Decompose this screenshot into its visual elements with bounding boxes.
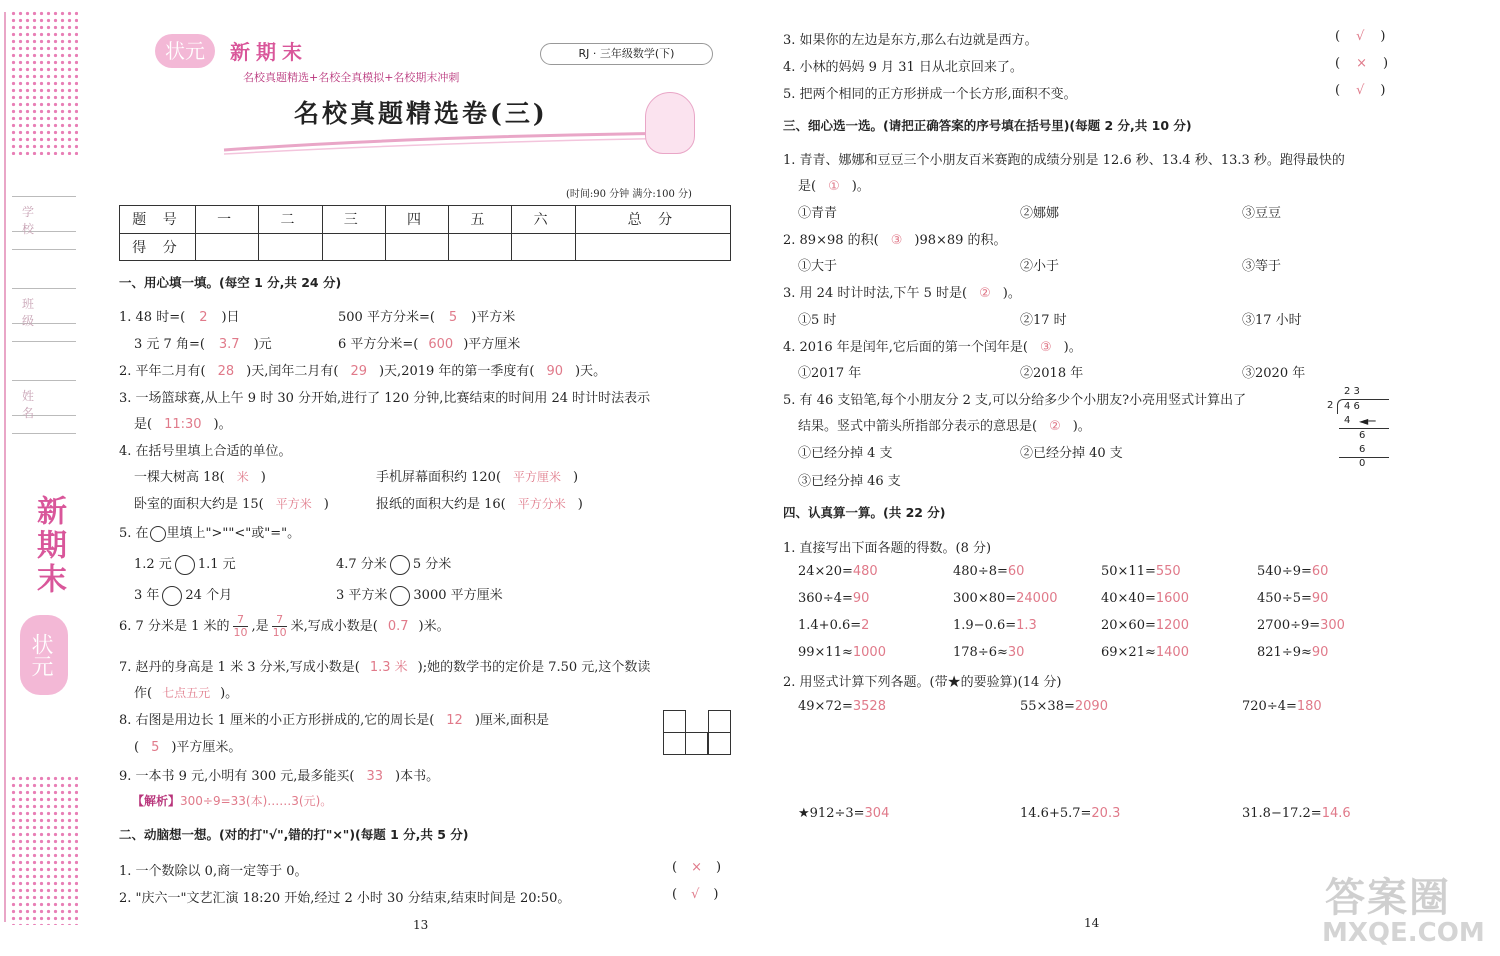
question-text: 作( <box>134 686 153 701</box>
option[interactable]: ①大于 <box>798 259 838 274</box>
option[interactable]: ②已经分掉 40 支 <box>1020 446 1123 461</box>
expression: 450÷5= <box>1257 591 1312 606</box>
answer[interactable]: ② <box>1049 419 1061 434</box>
analysis-label: 【解析】 <box>132 794 181 808</box>
question-text: ,是 <box>251 619 269 634</box>
answer[interactable]: 480 <box>852 564 878 579</box>
option[interactable]: ②17 时 <box>1020 313 1067 328</box>
answer[interactable]: ③ <box>890 233 903 248</box>
question-text: 报纸的面积大约是 16( <box>376 497 506 512</box>
answer[interactable]: 1600 <box>1155 591 1189 606</box>
question-text: ) <box>323 497 329 512</box>
square-grid-figure <box>663 710 731 756</box>
question-text: 2. 89×98 的积( <box>783 233 879 248</box>
table-cell: 三 <box>322 206 385 234</box>
judge-item: 1. 一个数除以 0,商一定等于 0。 <box>119 864 308 879</box>
mental-math-item <box>798 645 886 660</box>
q5b <box>336 553 451 575</box>
expression: 2700÷9= <box>1257 618 1321 633</box>
expression: 31.8−17.2= <box>1242 806 1322 821</box>
option[interactable]: ②娜娜 <box>1020 206 1060 221</box>
answer[interactable]: 304 <box>864 806 890 821</box>
q9 <box>119 765 439 784</box>
question-text: 是( <box>798 179 817 194</box>
answer[interactable]: 2 <box>199 310 208 325</box>
step-line <box>1339 428 1389 429</box>
question-text: 3. 用 24 时计时法,下午 5 时是( <box>783 286 968 301</box>
answer[interactable]: 2 <box>861 618 870 633</box>
expression: ★912÷3= <box>798 806 865 821</box>
expression: 360÷4= <box>798 591 853 606</box>
vertical-calc <box>1242 806 1351 821</box>
compare-circle[interactable] <box>175 555 195 575</box>
compare-right: 3000 平方厘米 <box>413 588 503 603</box>
table-cell: 得 分 <box>120 233 196 261</box>
score-input[interactable] <box>512 233 575 261</box>
answer[interactable]: 33 <box>366 769 384 784</box>
answer[interactable]: 7 <box>233 614 248 627</box>
expression: 50×11= <box>1101 564 1156 579</box>
vertical-calc <box>798 806 889 821</box>
compare-right: 1.1 元 <box>197 557 236 572</box>
choice-q2 <box>783 229 1007 248</box>
question-text: 5. 在 <box>119 526 149 541</box>
question-text: )本书。 <box>395 769 440 784</box>
q1a <box>119 306 240 325</box>
q4d <box>376 493 583 512</box>
table-cell: 总 分 <box>575 206 730 234</box>
compare-circle[interactable] <box>162 586 182 606</box>
judge-item: 4. 小林的妈妈 9 月 31 日从北京回来了。 <box>783 60 1023 75</box>
answer[interactable]: 20.3 <box>1091 806 1121 821</box>
table-cell: 一 <box>196 206 259 234</box>
school-label: 学校 <box>12 196 76 232</box>
fraction <box>229 614 251 639</box>
question-text: );她的数学书的定价是 7.50 元,这个数读 <box>417 660 651 675</box>
answer[interactable]: 七点五元 <box>162 686 211 700</box>
mental-math-item <box>953 564 1024 579</box>
question-text: 2. 平年二月有( <box>119 364 206 379</box>
brand-name: 新期末 <box>230 40 308 64</box>
step3: 6 <box>1359 444 1366 455</box>
q1d <box>338 333 520 352</box>
q4a <box>134 466 266 485</box>
compare-left: 4.7 分米 <box>336 557 387 572</box>
expression: 540÷9= <box>1257 564 1312 579</box>
question-text: )厘米,面积是 <box>474 713 550 728</box>
question-text: 是( <box>134 417 153 432</box>
answer[interactable]: 90 <box>1311 645 1329 660</box>
choice-q1-line2 <box>798 175 870 194</box>
q8-line2 <box>134 736 241 755</box>
expression: 821÷9≈ <box>1257 645 1312 660</box>
score-input[interactable] <box>575 233 730 261</box>
question-text: ) <box>260 470 266 485</box>
choice-q3 <box>783 282 1021 301</box>
answer[interactable]: 24000 <box>1016 591 1058 606</box>
answer[interactable]: 5 <box>151 740 160 755</box>
compare-circle[interactable] <box>390 555 410 575</box>
q4b <box>376 466 578 485</box>
calc-q2: 2. 用竖式计算下列各题。(带★的要验算)(14 分) <box>783 675 1062 690</box>
mental-math-item <box>953 645 1024 660</box>
answer[interactable]: 90 <box>546 364 564 379</box>
answer[interactable]: 平方米 <box>275 497 312 511</box>
class-label: 班级 <box>12 288 76 324</box>
compare-circle[interactable] <box>390 586 410 606</box>
compare-right: 5 分米 <box>412 557 452 572</box>
page-number-left: 13 <box>413 918 429 932</box>
table-cell: 题 号 <box>120 206 196 234</box>
question-text: )平方米 <box>471 310 516 325</box>
question-text: 卧室的面积大约是 15( <box>134 497 264 512</box>
expression: 49×72= <box>798 699 853 714</box>
watermark-logo: 答案圈 <box>1325 875 1451 921</box>
mental-math-item <box>798 591 869 606</box>
vertical-calc <box>1242 699 1322 714</box>
answer[interactable]: ③ <box>1039 340 1052 355</box>
answer: × <box>691 860 702 875</box>
dot-pattern-bottom <box>10 775 78 925</box>
score-input[interactable] <box>322 233 385 261</box>
option[interactable]: ③豆豆 <box>1242 206 1282 221</box>
answer[interactable]: 180 <box>1296 699 1322 714</box>
answer[interactable]: 平方厘米 <box>513 470 562 484</box>
arrow-icon: ◄─ <box>1359 414 1376 428</box>
question-text: 3 元 7 角=( <box>134 337 205 352</box>
vertical-calc <box>1020 806 1120 821</box>
time-note: (时间:90 分钟 满分:100 分) <box>566 189 692 200</box>
answer: √ <box>691 887 700 902</box>
answer[interactable]: 14.6 <box>1321 806 1351 821</box>
option[interactable]: ②小于 <box>1020 259 1060 274</box>
answer[interactable]: 1.3 米 <box>369 660 408 675</box>
answer[interactable]: 28 <box>217 364 235 379</box>
question-text: )。 <box>220 686 239 701</box>
mental-math-item <box>953 618 1037 633</box>
q5c <box>134 584 232 606</box>
question-text: )。 <box>1072 419 1091 434</box>
edition-badge: RJ · 三年级数学(下) <box>540 43 713 65</box>
mental-math-item <box>1257 564 1328 579</box>
section-4-title: 四、认真算一算。(共 22 分) <box>783 505 946 520</box>
judge-item: 3. 如果你的左边是东方,那么右边就是西方。 <box>783 33 1038 48</box>
q7-line2 <box>134 682 238 701</box>
expression: 20×60= <box>1101 618 1156 633</box>
option[interactable]: ②2018 年 <box>1020 366 1084 381</box>
question-text: )。 <box>1063 340 1082 355</box>
answer[interactable]: 90 <box>852 591 870 606</box>
score-input[interactable] <box>259 233 322 261</box>
option[interactable]: ③已经分掉 46 支 <box>798 474 901 489</box>
expression: 178÷6≈ <box>953 645 1008 660</box>
class-field[interactable] <box>12 324 76 342</box>
question-text: 手机屏幕面积约 120( <box>376 470 502 485</box>
table-cell: 四 <box>385 206 448 234</box>
answer[interactable]: 0.7 <box>387 619 409 634</box>
step2: 6 <box>1359 430 1366 441</box>
option[interactable]: ①5 时 <box>798 313 837 328</box>
answer[interactable]: 5 <box>448 310 458 325</box>
watermark-url: MXQE.COM <box>1322 918 1485 948</box>
dividend: 4 6 <box>1344 401 1360 412</box>
option[interactable]: ①2017 年 <box>798 366 862 381</box>
mental-math-item <box>953 591 1058 606</box>
question-text: ) <box>573 470 579 485</box>
choice-q5-line1: 5. 有 46 支铅笔,每个小朋友分 2 支,可以分给多少个小朋友?小亮用竖式计算出了 <box>783 393 1247 408</box>
question-text: )天,闰年二月有( <box>246 364 339 379</box>
option[interactable]: ③2020 年 <box>1242 366 1306 381</box>
q5a <box>134 553 236 575</box>
question-text: 1. 48 时=( <box>119 310 186 325</box>
judge-item: 5. 把两个相同的正方形拼成一个长方形,面积不变。 <box>783 87 1077 102</box>
answer[interactable]: 12 <box>446 713 463 728</box>
analysis <box>132 792 332 809</box>
margin-line <box>4 12 6 922</box>
answer[interactable]: 60 <box>1311 564 1329 579</box>
answer[interactable]: 3.7 <box>218 337 240 352</box>
answer[interactable]: 30 <box>1007 645 1025 660</box>
tagline: 名校真题精选+名校全真模拟+名校期末冲刺 <box>243 71 460 84</box>
expression: 24×20= <box>798 564 853 579</box>
answer[interactable]: 3528 <box>852 699 886 714</box>
vertical-brand: 新期末 <box>31 495 66 597</box>
mental-math-item <box>1101 564 1181 579</box>
name-field[interactable] <box>12 416 76 434</box>
question-text: )98×89 的积。 <box>914 233 1007 248</box>
compare-left: 1.2 元 <box>134 557 172 572</box>
answer[interactable]: 2090 <box>1074 699 1108 714</box>
question-text: ) <box>577 497 583 512</box>
q2 <box>119 360 606 379</box>
q3-line1: 3. 一场篮球赛,从上午 9 时 30 分开始,进行了 120 分钟,比赛结束的时间用 24 时计时法表示 <box>119 391 651 406</box>
q8-line1 <box>119 709 549 728</box>
question-text: ( <box>134 740 140 755</box>
expression: 720÷4= <box>1242 699 1297 714</box>
page-number-right: 14 <box>1084 916 1100 930</box>
table-cell: 五 <box>449 206 512 234</box>
calc-q1: 1. 直接写出下面各题的得数。(8 分) <box>783 541 992 556</box>
answer: √ <box>1356 29 1365 44</box>
side-logo: 状元 <box>20 615 68 695</box>
compare-left: 3 平方米 <box>336 588 388 603</box>
answer[interactable]: 29 <box>350 364 367 379</box>
mental-math-item <box>1257 645 1328 660</box>
compare-circle-icon <box>150 526 166 542</box>
answer[interactable]: 90 <box>1311 591 1329 606</box>
mental-math-item <box>1257 591 1328 606</box>
judge-item: 2. "庆六一"文艺汇演 18:20 开始,经过 2 小时 30 分结束,结束时间是 20:50。 <box>119 891 571 906</box>
question-text: )元 <box>253 337 272 352</box>
section-2-title: 二、动脑想一想。(对的打"√",错的打"×")(每题 1 分,共 5 分) <box>119 827 469 842</box>
option[interactable]: ①已经分掉 4 支 <box>798 446 893 461</box>
judge-answer[interactable]: ( √ ) <box>672 887 719 902</box>
answer[interactable]: 11:30 <box>164 417 202 432</box>
judge-answer[interactable]: ( × ) <box>1335 56 1389 71</box>
answer[interactable]: 1.3 <box>1016 618 1037 633</box>
question-text: )日 <box>221 310 240 325</box>
answer[interactable]: 7 <box>272 614 287 627</box>
q5 <box>119 522 300 542</box>
question-text: 8. 右图是用边长 1 厘米的小正方形拼成的,它的周长是( <box>119 713 435 728</box>
answer[interactable]: 550 <box>1155 564 1181 579</box>
question-text: 500 平方分米=( <box>338 310 435 325</box>
question-text: )。 <box>851 179 870 194</box>
answer[interactable]: 1000 <box>852 645 886 660</box>
analysis-text: 300÷9=33(本)……3(元)。 <box>180 794 333 808</box>
question-text: )米。 <box>418 619 450 634</box>
fraction <box>269 614 291 639</box>
choice-q1-line1: 1. 青青、娜娜和豆豆三个小朋友百米赛跑的成绩分别是 12.6 秒、13.4 秒、13.3 秒。跑得最快的 <box>783 153 1345 168</box>
answer[interactable]: 60 <box>1007 564 1025 579</box>
q1c <box>134 333 272 352</box>
question-text: )。 <box>1002 286 1021 301</box>
brand-logo: 状元 <box>155 34 215 68</box>
compare-left: 3 年 <box>134 588 160 603</box>
expression: 1.9−0.6= <box>953 618 1017 633</box>
expression: 300×80= <box>953 591 1017 606</box>
q3-line2 <box>134 413 232 432</box>
expression: 99×11≈ <box>798 645 853 660</box>
q5d <box>336 584 503 606</box>
table-cell: 二 <box>259 206 322 234</box>
section-3-title: 三、细心选一选。(请把正确答案的序号填在括号里)(每题 2 分,共 10 分) <box>783 118 1192 133</box>
option[interactable]: ③17 小时 <box>1242 313 1302 328</box>
expression: 14.6+5.7= <box>1020 806 1092 821</box>
remainder: 0 <box>1359 458 1366 469</box>
q4: 4. 在括号里填上合适的单位。 <box>119 444 292 459</box>
q7-line1 <box>119 656 650 675</box>
choice-q4 <box>783 336 1082 355</box>
question-text: 米,写成小数是( <box>290 619 378 634</box>
question-text: )天,2019 年的第一季度有( <box>378 364 535 379</box>
answer[interactable]: 600 <box>428 337 454 352</box>
compare-right: 24 个月 <box>185 588 233 603</box>
answer[interactable]: 米 <box>236 470 249 484</box>
answer[interactable]: 1200 <box>1155 618 1189 633</box>
q1b <box>338 306 515 325</box>
option[interactable]: ③等于 <box>1242 259 1282 274</box>
expression: 480÷8= <box>953 564 1008 579</box>
dot-pattern-top <box>10 10 78 155</box>
mental-math-item <box>798 564 878 579</box>
expression: 40×40= <box>1101 591 1156 606</box>
q4c <box>134 493 329 512</box>
page-title: 名校真题精选卷(三) <box>294 99 548 128</box>
question-text: 4. 2016 年是闰年,它后面的第一个闰年是( <box>783 340 1028 355</box>
question-text: 9. 一本书 9 元,小明有 300 元,最多能买( <box>119 769 355 784</box>
option[interactable]: ①青青 <box>798 206 838 221</box>
score-input[interactable] <box>449 233 512 261</box>
mental-math-item <box>798 618 869 633</box>
question-text: )平方厘米。 <box>171 740 242 755</box>
answer[interactable]: 10 <box>233 626 248 639</box>
expression: 1.4+0.6= <box>798 618 862 633</box>
question-text: 结果。竖式中箭头所指部分表示的意思是( <box>798 419 1038 434</box>
question-text: 6. 7 分米是 1 米的 <box>119 619 230 634</box>
expression: 69×21≈ <box>1101 645 1156 660</box>
answer[interactable]: ② <box>979 286 991 301</box>
mental-math-item <box>1257 618 1345 633</box>
mascot-icon <box>645 92 695 154</box>
question-text: )。 <box>213 417 232 432</box>
vertical-calc <box>1020 699 1108 714</box>
score-table <box>119 205 731 261</box>
mental-math-item <box>1101 591 1189 606</box>
answer[interactable]: ① <box>828 179 840 194</box>
score-input[interactable] <box>196 233 259 261</box>
question-text: )天。 <box>575 364 607 379</box>
section-1-title: 一、用心填一填。(每空 1 分,共 24 分) <box>119 275 342 290</box>
choice-q5-line2 <box>798 415 1091 434</box>
expression: 55×38= <box>1020 699 1075 714</box>
long-division-figure <box>1325 386 1397 470</box>
step1: 4 <box>1344 415 1351 426</box>
question-text: )平方厘米 <box>463 337 521 352</box>
answer[interactable]: 1400 <box>1155 645 1189 660</box>
score-input[interactable] <box>385 233 448 261</box>
answer: × <box>1356 56 1367 71</box>
question-text: 一棵大树高 18( <box>134 470 225 485</box>
q6 <box>119 614 450 639</box>
judge-answer[interactable]: ( √ ) <box>1335 83 1386 98</box>
school-field[interactable] <box>12 232 76 250</box>
answer[interactable]: 平方分米 <box>517 497 566 511</box>
quotient: 2 3 <box>1344 386 1360 397</box>
question-text: 6 平方分米=( <box>338 337 419 352</box>
judge-answer[interactable]: ( √ ) <box>1335 29 1386 44</box>
name-label: 姓名 <box>12 380 76 416</box>
question-text: 里填上">""<"或"="。 <box>166 526 301 541</box>
mental-math-item <box>1101 645 1189 660</box>
answer: √ <box>1356 83 1365 98</box>
answer[interactable]: 10 <box>272 626 287 639</box>
table-cell: 六 <box>512 206 575 234</box>
mental-math-item <box>1101 618 1189 633</box>
divisor: 2 <box>1327 400 1334 411</box>
answer[interactable]: 300 <box>1320 618 1345 633</box>
header-swoosh <box>222 128 702 158</box>
question-text: 7. 赵丹的身高是 1 米 3 分米,写成小数是( <box>119 660 360 675</box>
judge-answer[interactable]: ( × ) <box>672 860 722 875</box>
vertical-calc <box>798 699 886 714</box>
